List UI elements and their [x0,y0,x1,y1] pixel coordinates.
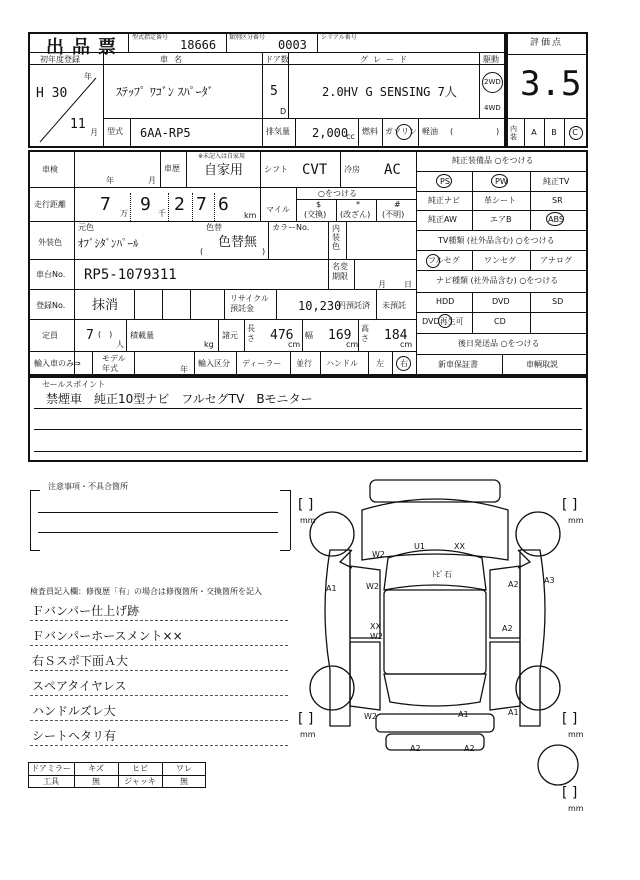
door-type: D [280,107,287,116]
tools-jack: ジャッキ [124,777,156,786]
interior-grade-c: C [572,128,578,137]
displacement-label: 排気量 [266,127,290,136]
shaken-month-unit: 月 [148,176,156,185]
tv-fullseg-circle [426,254,440,268]
load-unit: kg [204,340,214,349]
grade-label: グレード [360,55,412,64]
interior-grade-a: A [531,128,537,137]
mark-xx-roof: XX [454,542,465,551]
equip-pw-circle [491,174,508,188]
right-label: 右 [400,359,408,368]
width-value: 169 [328,328,352,343]
dims-label: 諸元 [222,331,238,340]
fuel-label: 燃料 [362,127,378,136]
mileage-digit-5: 6 [218,194,229,215]
mileage-digit-3: 2 [174,194,185,215]
serial-label: シリアル番号 [321,34,357,41]
tools-tool: 工具 [43,777,59,786]
chassis-value: RP5-1079311 [84,267,177,283]
sales-text: 禁煙車 純正10型ナビ フルセグTV Bモニター [46,392,313,406]
tamper-b: (改ざん) [340,210,371,219]
recycle-unit: 円預託済 [338,301,370,310]
shaken-year-unit: 年 [106,176,114,185]
name-change-month: 月 [378,280,386,289]
shaken-label: 車検 [42,165,58,174]
length-unit: cm [288,340,301,349]
recycle-value: 10,230 [298,299,342,313]
capacity-unit: 人 [116,340,124,349]
mark-w2-door: W2 [370,632,383,641]
tamper-a: * [356,200,360,209]
later-warranty: 新車保証書 [438,360,478,369]
reg-value: 抹消 [92,298,119,313]
class-label: 類別区分番号 [229,34,266,41]
equip-tv: 純正TV [543,177,570,186]
type-cert-label: 型式指定番号 [132,34,169,41]
genuine-title: 純正装備品 ○をつける [452,156,534,165]
dealer-label: ディーラー [242,359,282,368]
note-line-5: ハンドルズレ大 [32,704,116,718]
name-change-label: 名変期限 [332,262,348,281]
shift-label: シフト [264,165,288,174]
navi-dvd-play: DVD再生可 [422,317,464,326]
navi-dvd-play-circle [438,314,452,328]
mark-a1-rear: A1 [458,710,469,719]
displacement-unit: cc [346,132,355,141]
equip-sr: SR [552,196,563,205]
left-label: 左 [376,359,384,368]
mark-a2-bumper-right: A2 [464,744,475,753]
mileage-label: 走行距離 [34,200,66,209]
navi-dvd: DVD [492,297,510,306]
ac-label: 冷房 [344,165,360,174]
mm-front-left: mm [300,516,316,525]
first-reg-label: 初年度登録 [40,55,80,64]
mileage-digit-2: 9 [140,194,151,215]
sales-label: セールスポイント [42,380,106,389]
grade-value: 2.0HV G SENSING 7人 [322,85,457,99]
width-unit: cm [346,340,359,349]
circle-note: ○をつける [318,189,357,198]
ac-value: AC [384,162,401,178]
drive-label: 駆動 [483,55,499,64]
mm-rear-left: mm [300,730,316,739]
history-value: 自家用 [204,163,244,178]
mileage-digit-1: 7 [100,194,111,215]
unpaid-label: 未預託 [382,301,406,310]
fuel-circle [396,124,412,140]
mark-a2-door: A2 [502,624,513,633]
model-label: 型式 [107,127,123,136]
diesel-label: 軽油 [422,127,438,136]
equip-abs-circle [546,212,564,226]
doors-value: 5 [270,84,278,99]
equip-ps-circle [436,174,452,188]
mark-a1-left: A1 [326,584,337,593]
equip-ps: PS [440,177,450,186]
later-manual: 車輌取説 [526,360,558,369]
mark-a2-right: A2 [508,580,519,589]
mile-label: マイル [266,205,290,214]
mark-xx-door: XX [370,622,381,631]
exchange-a: $ [316,200,322,209]
load-label: 積載量 [130,331,154,340]
equip-navi: 純正ナビ [428,196,460,205]
interior-grade-b: B [551,128,557,137]
model-year-unit: 年 [180,365,188,374]
note-line-1: Ｆバンパー仕上げ跡 [32,604,140,618]
mark-w2-windshield: W2 [372,550,385,559]
navi-title: ナビ種類 (社外品含む) ○をつける [436,276,559,285]
tools-header-mirror: ドアミラー [31,764,71,773]
note-line-4: スペアタイヤレス [32,679,127,693]
navi-cd: CD [494,317,506,326]
length-label: 長さ [247,324,255,343]
mileage-unit: km [244,211,257,220]
length-value: 476 [270,328,294,343]
drive-2wd: 2WD [484,78,501,86]
page-title: 出品票 [46,37,124,58]
mm-rear-right: mm [568,730,584,739]
mm-front-right: mm [568,516,584,525]
chassis-label: 車台No. [36,270,66,279]
width-label: 幅 [305,331,313,340]
history-label: 車歴 [164,164,180,173]
year-unit: 年 [84,72,92,81]
fuel-value: ガソリン [385,127,417,136]
right-circle [396,356,411,371]
mark-tobiishi: ﾄﾋﾟ石 [432,570,452,579]
era-value: H 30 [36,86,68,101]
model-year-label: モデル年式 [102,354,126,373]
navi-sd: SD [552,297,564,306]
mm-spare: mm [568,804,584,813]
shift-value: CVT [302,162,328,178]
mark-a1-rear-right: A1 [508,708,519,717]
mark-w2-left: W2 [366,582,379,591]
note-line-2: Ｆバンパーホースメント×× [32,629,183,643]
interior-label: 内装 [510,125,517,141]
equip-leather: 革シート [484,196,516,205]
tools-header-break: ワレ [176,764,192,773]
color-change-value: 色替無 [218,235,258,250]
tv-oneseg: ワンセグ [484,256,516,265]
mileage-digit-4: 7 [196,194,207,215]
mileage-man: 万 [120,209,128,218]
note-line-3: 右Ｓスポ下面Ａ大 [32,654,129,668]
exchange-b: (交換) [304,210,327,219]
class-no: 0003 [278,38,307,52]
history-note: ※未記入は自家用 [198,153,246,160]
tools-jack-status: 無 [180,777,188,786]
mark-a3-right: A3 [544,576,555,585]
sales-block [28,376,588,462]
inspector-label: 検査員記入欄：修復歴「有」の場合は修復箇所・交換箇所を記入 [30,587,262,596]
capacity-label: 定員 [42,331,58,340]
tv-title: TV種類 (社外品含む) ○をつける [438,236,555,245]
model-value: 6AA-RP5 [140,126,191,140]
tv-fullseg: フルセグ [428,256,460,265]
name-label: 車名 [160,55,188,64]
tools-header-scratch: キズ [88,764,104,773]
equip-aw: 純正AW [428,215,457,224]
month-value: 11 [70,117,86,132]
reg-label: 登録No. [36,301,66,310]
mileage-sen: 千 [158,209,166,218]
unknown-b: (不明) [382,210,405,219]
caution-label: 注意事項・不具合箇所 [48,482,128,491]
color-change-label: 色替 [206,223,222,232]
mark-a2-bumper-left: A2 [410,744,421,753]
import-class-label: 輸入区分 [198,359,230,368]
interior-color-label: 内装色 [332,224,340,251]
color-label: 外装色 [38,238,62,247]
parallel-label: 並行 [296,359,312,368]
height-label: 高さ [361,324,369,343]
import-label: 輸入車のみ⇒ [34,359,81,368]
height-value: 184 [384,328,408,343]
score-value: 3.5 [520,64,582,104]
navi-hdd: HDD [436,297,455,306]
vehicle-name: ｽﾃｯﾌﾟ ﾜｺﾞﾝ ｽﾊﾟｰﾀﾞ [116,85,214,99]
unknown-a: # [394,200,401,209]
equip-pw: PW [495,177,508,186]
color-no-label: カラーNo. [272,223,310,232]
recycle-label: リサイクル預託金 [230,294,269,313]
height-unit: cm [400,340,413,349]
interior-grade-c-circle [569,126,583,140]
equip-abs: ABS [548,215,564,224]
doors-label: ドア数 [265,55,289,64]
capacity-value: 7 [86,328,94,343]
mark-u1: U1 [414,542,425,551]
steering-label: ハンドル [326,359,358,368]
orig-color-label: 元色 [78,223,94,232]
equip-airbag: エアB [490,215,512,224]
later-title: 後日発送品 ○をつける [458,339,540,348]
displacement-value: 2,000 [312,126,349,140]
tools-tool-status: 無 [92,777,100,786]
note-line-6: シートヘタリ有 [32,729,117,743]
score-label: 評価点 [530,38,564,48]
orig-color-value: ｵﾌﾞｼﾀﾞﾝﾊﾟｰﾙ [78,237,139,250]
car-diagram [290,470,600,810]
tv-analog: アナログ [540,256,572,265]
tools-header-crack: ヒビ [132,764,148,773]
type-cert-no: 18666 [180,38,217,52]
mark-w2-rear: W2 [364,712,377,721]
drive-4wd: 4WD [484,104,501,112]
month-unit: 月 [90,128,98,137]
